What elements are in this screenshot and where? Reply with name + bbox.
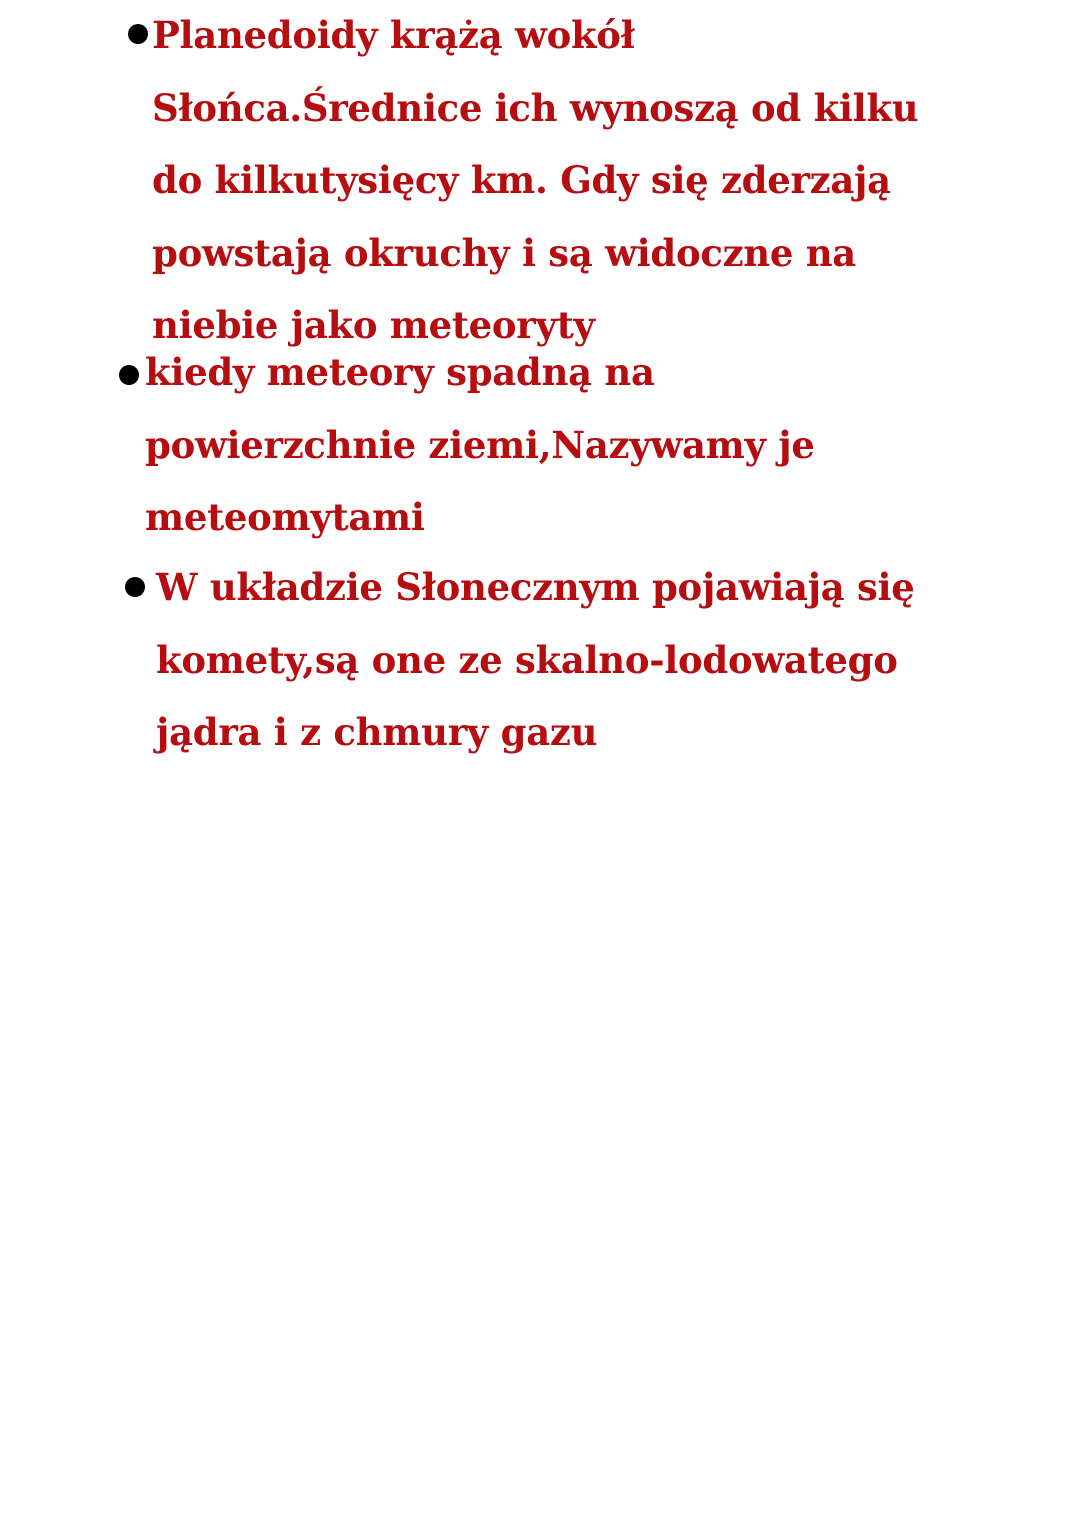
text-line: meteomytami [145, 495, 425, 539]
text-line: komety,są one ze skalno-lodowatego [156, 637, 898, 682]
text-line: jądra i z chmury gazu [156, 710, 598, 754]
bullet-item-meteors [145, 336, 815, 554]
text-line: niebie jako meteoryty [152, 303, 595, 347]
text-line: powstają okruchy i są widoczne na [152, 230, 856, 275]
bullet-item-planetoids [152, 0, 918, 362]
text-line: do kilkutysięcy km. Gdy się zderzają [152, 158, 891, 202]
bullet-icon [128, 24, 148, 44]
bullet-icon [125, 577, 145, 597]
text-line: W układzie Słonecznym pojawiają się [156, 565, 915, 609]
bullet-icon [119, 365, 139, 385]
text-line: Słońca.Średnice ich wynoszą od kilku [152, 85, 919, 130]
text-line: kiedy meteory spadną na [145, 350, 655, 394]
bullet-item-comets [156, 551, 915, 769]
text-line: Planedoidy krążą wokół [152, 13, 635, 57]
text-line: powierzchnie ziemi,Nazywamy je [145, 422, 815, 467]
